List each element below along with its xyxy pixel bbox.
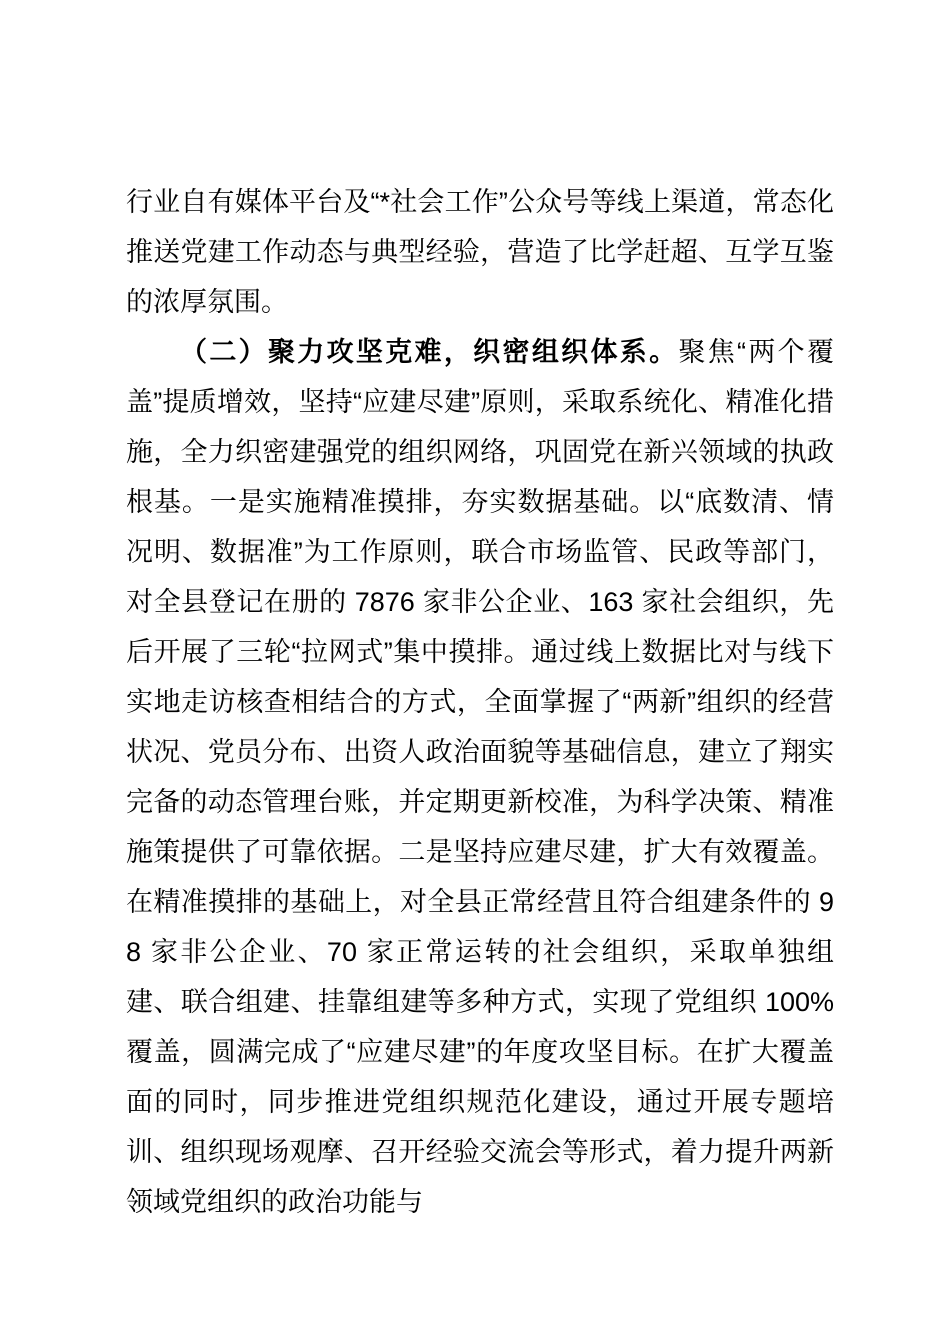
paragraph-section-two [126,327,834,1227]
paragraph-continuation [126,177,834,327]
paragraph-continuation-text: 行业自有媒体平台及“*社会工作”公众号等线上渠道，常态化推送党建工作动态与典型经验，营造了比学赶超、互学互鉴的浓厚氛围。 [126,187,834,317]
section-two-heading: （二）聚力攻坚克难，织密组织体系。 [180,337,679,367]
document-body [126,177,834,1227]
section-two-body-text: 聚焦“两个覆盖”提质增效，坚持“应建尽建”原则，采取系统化、精准化措施，全力织密建强党的组织网络，巩固党在新兴领域的执政根基。一是实施精准摸排，夯实数据基础。以“底数清、情况明、数据准”为工作原则，联合市场监管、民政等部门，对全县登记在册的 7876 家非公企业、163 家社会组织，先后开展了三轮“拉网式”集中摸排。通过线上数据比对与线下实地走访核查相结合的方式，全面掌握了“两新”组织的经营状况、党员分布、出资人政治面貌等基础信息，建立了翔实完备的动态管理台账，并定期更新校准，为科学决策、精准施策提供了可靠依据。二是坚持应建尽建，扩大有效覆盖。在精准摸排的基础上，对全县正常经营且符合组建条件的 98 家非公企业、70 家正常运转的社会组织，采取单独组建、联合组建、挂靠组建等多种方式，实现了党组织 100%覆盖，圆满完成了“应建尽建”的年度攻坚目标。在扩大覆盖面的同时，同步推进党组织规范化建设，通过开展专题培训、组织现场观摩、召开经验交流会等形式，着力提升两新领域党组织的政治功能与 [126,337,835,1217]
